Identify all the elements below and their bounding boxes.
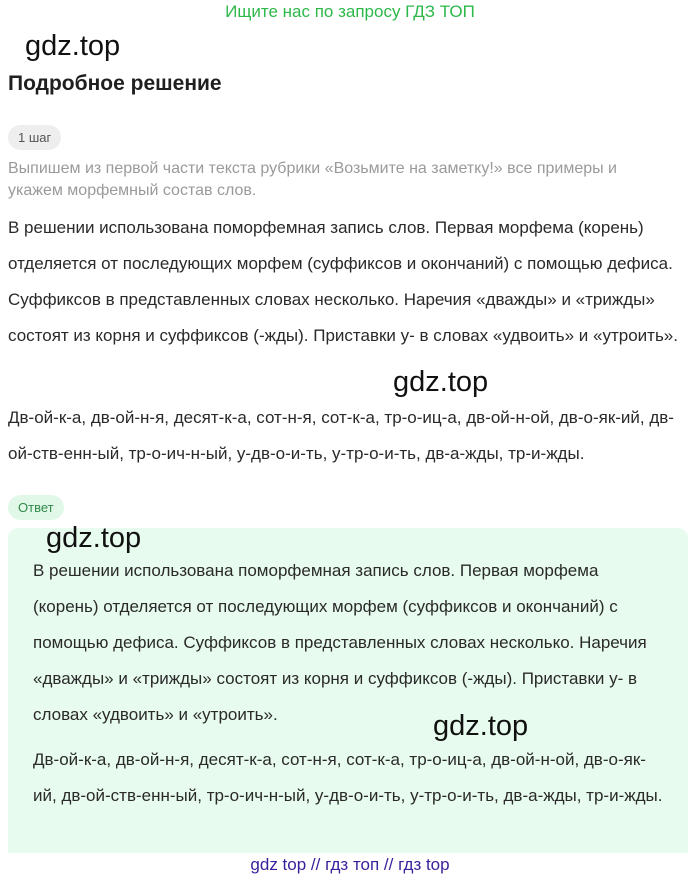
watermark-answer-top: gdz.top — [46, 522, 142, 554]
task-text: Выпишем из первой части текста рубрики «Возьмите на заметку!» все примеры и укажем морфемный состав слов. — [8, 160, 617, 199]
watermark-top: gdz.top — [25, 30, 121, 62]
step-badge: 1 шаг — [8, 125, 61, 150]
answer-words: Дв-ой-к-а, дв-ой-н-я, десят-к-а, сот-н-я, сот-к-а, тр-о-иц-а, дв-ой-н-ой, дв-о-як-ий, дв-ой-ств-енн-ый, тр-о-ич-н-ый, у-дв-о-и-ть, у-тр-о-и-ть, дв-а-жды, тр-и-жды. — [33, 750, 663, 805]
footer-link[interactable]: gdz top // гдз топ // гдз top — [250, 855, 450, 874]
top-banner-link[interactable]: Ищите нас по запросу ГДЗ ТОП — [225, 2, 475, 21]
solution-words: Дв-ой-к-а, дв-ой-н-я, десят-к-а, сот-н-я, сот-к-а, тр-о-иц-а, дв-ой-н-ой, дв-о-як-ий, дв-ой-ств-енн-ый, тр-о-ич-н-ый, у-дв-о-и-ть, у-тр-о-и-ть, дв-а-жды, тр-и-жды. — [8, 408, 674, 463]
answer-badge: Ответ — [8, 495, 64, 520]
solution-explanation: В решении использована поморфемная запись слов. Первая морфема (корень) отделяется от последующих морфем (суффиксов и окончаний) с помощью дефиса. Суффиксов в представленных словах несколько. Наречия «дважды» и «трижды» состоят из корня и суффиксов (-жды). Приставки у- в словах «удвоить» и «утроить». — [8, 218, 678, 345]
watermark-middle: gdz.top — [393, 366, 489, 398]
watermark-answer-middle: gdz.top — [433, 710, 529, 742]
section-title: Подробное решение — [8, 72, 222, 95]
answer-explanation: В решении использована поморфемная запись слов. Первая морфема (корень) отделяется от последующих морфем (суффиксов и окончаний) с помощью дефиса. Суффиксов в представленных словах несколько. Наречия «дважды» и «трижды» состоят из корня и суффиксов (-жды). Приставки у- в словах «удвоить» и «утроить». — [33, 561, 647, 724]
